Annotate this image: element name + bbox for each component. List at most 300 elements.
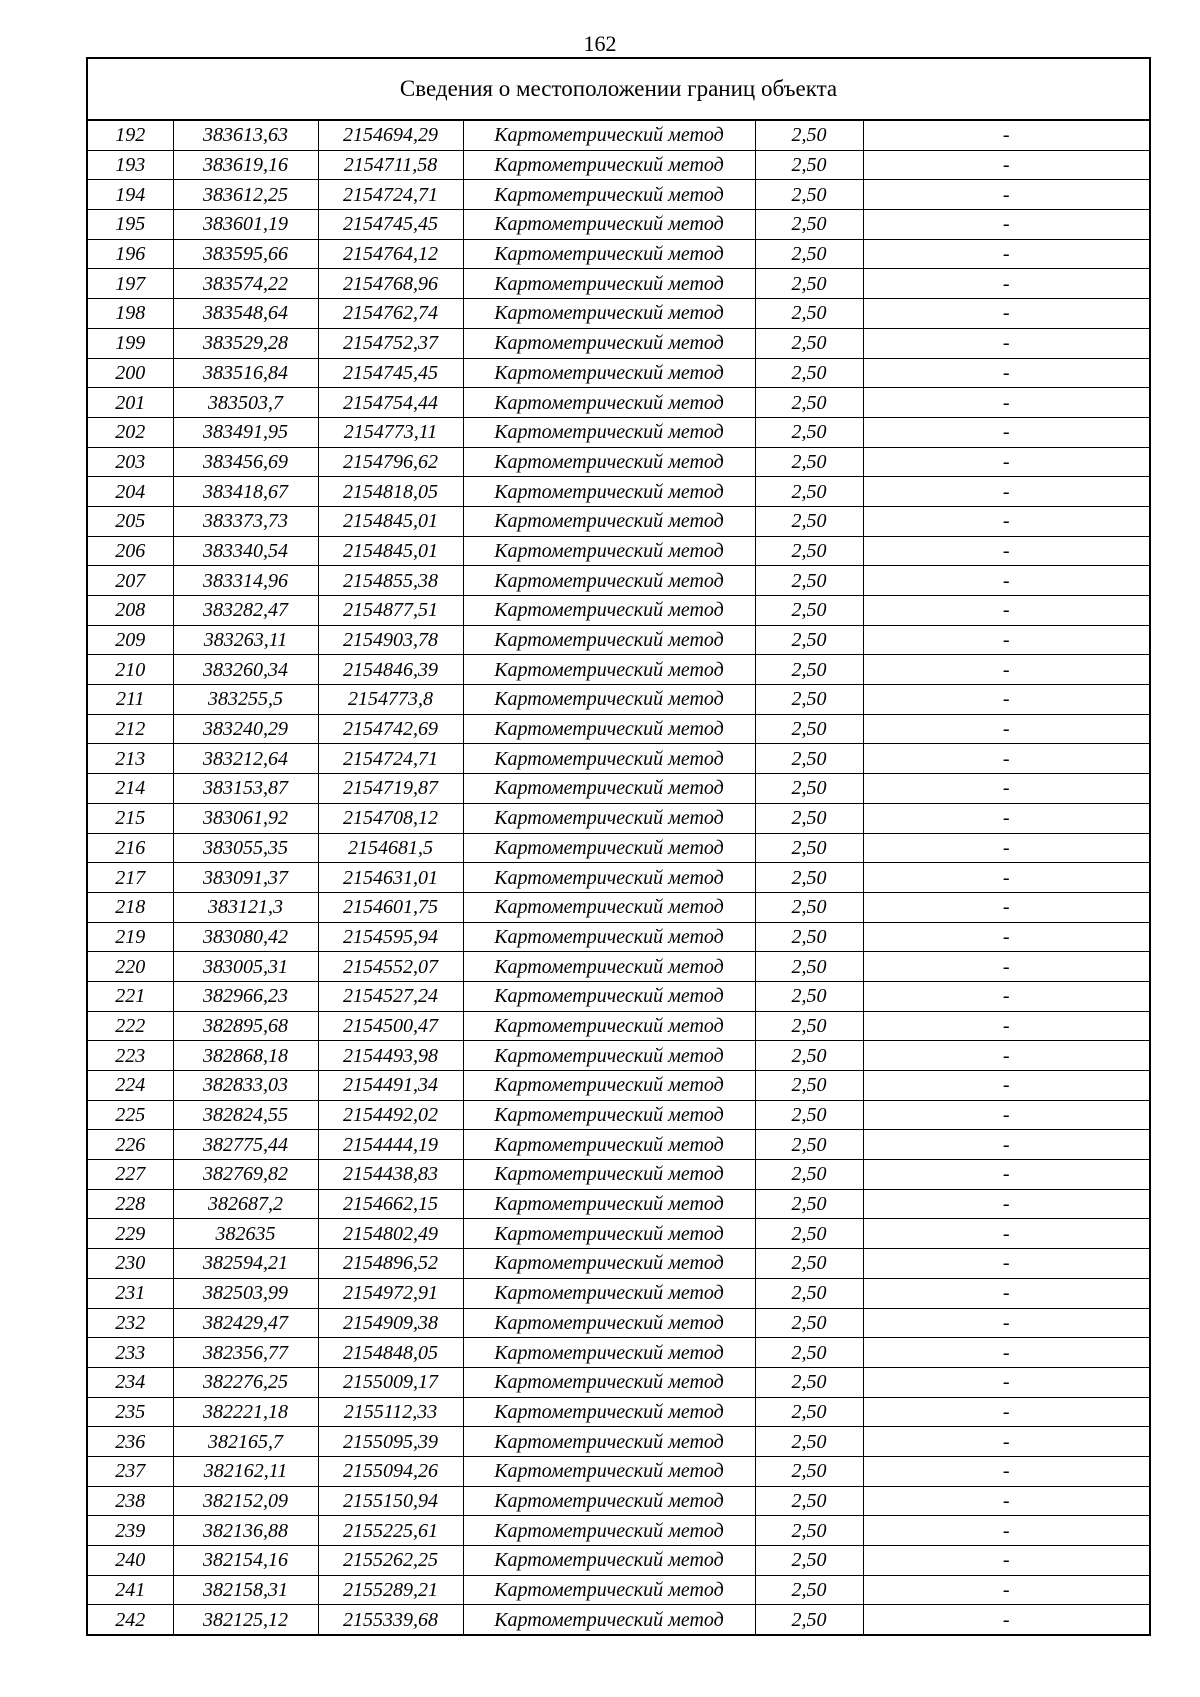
accuracy-cell: 2,50 (755, 803, 863, 833)
x-coordinate-cell: 382154,16 (173, 1546, 318, 1576)
method-cell: Картометрический метод (463, 1546, 755, 1576)
point-number-cell: 233 (87, 1338, 173, 1368)
method-cell: Картометрический метод (463, 596, 755, 626)
table-row (87, 239, 1150, 269)
point-number-cell: 217 (87, 863, 173, 893)
table-row (87, 655, 1150, 685)
method-cell: Картометрический метод (463, 892, 755, 922)
method-cell: Картометрический метод (463, 536, 755, 566)
table-row (87, 120, 1150, 150)
point-number-cell: 218 (87, 892, 173, 922)
y-coordinate-cell: 2154745,45 (318, 210, 463, 240)
accuracy-cell: 2,50 (755, 269, 863, 299)
accuracy-cell: 2,50 (755, 150, 863, 180)
table-row (87, 1456, 1150, 1486)
point-number-cell: 208 (87, 596, 173, 626)
x-coordinate-cell: 383491,95 (173, 417, 318, 447)
table-row (87, 863, 1150, 893)
description-cell: - (863, 1397, 1150, 1427)
description-cell: - (863, 1189, 1150, 1219)
x-coordinate-cell: 382769,82 (173, 1160, 318, 1190)
method-cell: Картометрический метод (463, 239, 755, 269)
description-cell: - (863, 1041, 1150, 1071)
accuracy-cell: 2,50 (755, 358, 863, 388)
table-row (87, 1397, 1150, 1427)
point-number-cell: 210 (87, 655, 173, 685)
table-row (87, 417, 1150, 447)
table-row (87, 1486, 1150, 1516)
page-number: 162 (583, 31, 617, 56)
table-row (87, 833, 1150, 863)
table-title-row (87, 58, 1150, 120)
accuracy-cell: 2,50 (755, 774, 863, 804)
method-cell: Картометрический метод (463, 566, 755, 596)
table-row (87, 922, 1150, 952)
y-coordinate-cell: 2155094,26 (318, 1456, 463, 1486)
description-cell: - (863, 180, 1150, 210)
y-coordinate-cell: 2154527,24 (318, 981, 463, 1011)
x-coordinate-cell: 383340,54 (173, 536, 318, 566)
y-coordinate-cell: 2154855,38 (318, 566, 463, 596)
table-row (87, 299, 1150, 329)
point-number-cell: 207 (87, 566, 173, 596)
description-cell: - (863, 714, 1150, 744)
description-cell: - (863, 328, 1150, 358)
table-row (87, 1575, 1150, 1605)
table-row (87, 506, 1150, 536)
accuracy-cell: 2,50 (755, 328, 863, 358)
table-row (87, 1219, 1150, 1249)
table-row (87, 714, 1150, 744)
y-coordinate-cell: 2154846,39 (318, 655, 463, 685)
method-cell: Картометрический метод (463, 1516, 755, 1546)
method-cell: Картометрический метод (463, 981, 755, 1011)
x-coordinate-cell: 383601,19 (173, 210, 318, 240)
x-coordinate-cell: 382775,44 (173, 1130, 318, 1160)
point-number-cell: 197 (87, 269, 173, 299)
x-coordinate-cell: 383091,37 (173, 863, 318, 893)
description-cell: - (863, 358, 1150, 388)
table-title: Сведения о местоположении границ объекта (87, 58, 1150, 120)
point-number-cell: 234 (87, 1367, 173, 1397)
y-coordinate-cell: 2154818,05 (318, 477, 463, 507)
point-number-cell: 216 (87, 833, 173, 863)
description-cell: - (863, 239, 1150, 269)
accuracy-cell: 2,50 (755, 744, 863, 774)
table-row (87, 1160, 1150, 1190)
accuracy-cell: 2,50 (755, 506, 863, 536)
accuracy-cell: 2,50 (755, 239, 863, 269)
description-cell: - (863, 447, 1150, 477)
y-coordinate-cell: 2154694,29 (318, 120, 463, 150)
description-cell: - (863, 120, 1150, 150)
method-cell: Картометрический метод (463, 774, 755, 804)
x-coordinate-cell: 383121,3 (173, 892, 318, 922)
y-coordinate-cell: 2154724,71 (318, 180, 463, 210)
method-cell: Картометрический метод (463, 120, 755, 150)
table-row (87, 596, 1150, 626)
accuracy-cell: 2,50 (755, 388, 863, 418)
point-number-cell: 214 (87, 774, 173, 804)
description-cell: - (863, 388, 1150, 418)
y-coordinate-cell: 2155339,68 (318, 1605, 463, 1635)
x-coordinate-cell: 382429,47 (173, 1308, 318, 1338)
point-number-cell: 237 (87, 1456, 173, 1486)
description-cell: - (863, 506, 1150, 536)
accuracy-cell: 2,50 (755, 833, 863, 863)
table-row (87, 358, 1150, 388)
description-cell: - (863, 566, 1150, 596)
point-number-cell: 220 (87, 952, 173, 982)
description-cell: - (863, 1605, 1150, 1635)
point-number-cell: 209 (87, 625, 173, 655)
method-cell: Картометрический метод (463, 477, 755, 507)
x-coordinate-cell: 383574,22 (173, 269, 318, 299)
table-row (87, 1367, 1150, 1397)
table-row (87, 1249, 1150, 1279)
description-cell: - (863, 1100, 1150, 1130)
point-number-cell: 230 (87, 1249, 173, 1279)
x-coordinate-cell: 382824,55 (173, 1100, 318, 1130)
y-coordinate-cell: 2154896,52 (318, 1249, 463, 1279)
y-coordinate-cell: 2154972,91 (318, 1278, 463, 1308)
description-cell: - (863, 1130, 1150, 1160)
table-row (87, 892, 1150, 922)
accuracy-cell: 2,50 (755, 952, 863, 982)
x-coordinate-cell: 383314,96 (173, 566, 318, 596)
accuracy-cell: 2,50 (755, 1516, 863, 1546)
accuracy-cell: 2,50 (755, 1486, 863, 1516)
description-cell: - (863, 744, 1150, 774)
point-number-cell: 222 (87, 1011, 173, 1041)
accuracy-cell: 2,50 (755, 1367, 863, 1397)
method-cell: Картометрический метод (463, 1486, 755, 1516)
method-cell: Картометрический метод (463, 447, 755, 477)
point-number-cell: 212 (87, 714, 173, 744)
accuracy-cell: 2,50 (755, 210, 863, 240)
y-coordinate-cell: 2155095,39 (318, 1427, 463, 1457)
table-row (87, 328, 1150, 358)
table-row (87, 1071, 1150, 1101)
x-coordinate-cell: 382125,12 (173, 1605, 318, 1635)
method-cell: Картометрический метод (463, 1189, 755, 1219)
x-coordinate-cell: 383503,7 (173, 388, 318, 418)
table-row (87, 1605, 1150, 1635)
method-cell: Картометрический метод (463, 1605, 755, 1635)
x-coordinate-cell: 383619,16 (173, 150, 318, 180)
x-coordinate-cell: 383282,47 (173, 596, 318, 626)
x-coordinate-cell: 383212,64 (173, 744, 318, 774)
accuracy-cell: 2,50 (755, 685, 863, 715)
description-cell: - (863, 1575, 1150, 1605)
x-coordinate-cell: 382158,31 (173, 1575, 318, 1605)
method-cell: Картометрический метод (463, 1367, 755, 1397)
point-number-cell: 240 (87, 1546, 173, 1576)
accuracy-cell: 2,50 (755, 299, 863, 329)
description-cell: - (863, 1160, 1150, 1190)
description-cell: - (863, 892, 1150, 922)
description-cell: - (863, 417, 1150, 447)
description-cell: - (863, 477, 1150, 507)
table-row (87, 1189, 1150, 1219)
x-coordinate-cell: 383260,34 (173, 655, 318, 685)
accuracy-cell: 2,50 (755, 1605, 863, 1635)
accuracy-cell: 2,50 (755, 863, 863, 893)
y-coordinate-cell: 2154491,34 (318, 1071, 463, 1101)
accuracy-cell: 2,50 (755, 596, 863, 626)
point-number-cell: 235 (87, 1397, 173, 1427)
point-number-cell: 206 (87, 536, 173, 566)
description-cell: - (863, 596, 1150, 626)
accuracy-cell: 2,50 (755, 1456, 863, 1486)
accuracy-cell: 2,50 (755, 1130, 863, 1160)
table-row (87, 566, 1150, 596)
method-cell: Картометрический метод (463, 328, 755, 358)
description-cell: - (863, 1427, 1150, 1457)
y-coordinate-cell: 2154903,78 (318, 625, 463, 655)
table-row (87, 1041, 1150, 1071)
y-coordinate-cell: 2154595,94 (318, 922, 463, 952)
table-row (87, 1100, 1150, 1130)
accuracy-cell: 2,50 (755, 1546, 863, 1576)
accuracy-cell: 2,50 (755, 1189, 863, 1219)
table-row (87, 1338, 1150, 1368)
point-number-cell: 231 (87, 1278, 173, 1308)
point-number-cell: 198 (87, 299, 173, 329)
y-coordinate-cell: 2154754,44 (318, 388, 463, 418)
accuracy-cell: 2,50 (755, 625, 863, 655)
y-coordinate-cell: 2155112,33 (318, 1397, 463, 1427)
point-number-cell: 236 (87, 1427, 173, 1457)
method-cell: Картометрический метод (463, 863, 755, 893)
y-coordinate-cell: 2154631,01 (318, 863, 463, 893)
point-number-cell: 224 (87, 1071, 173, 1101)
accuracy-cell: 2,50 (755, 1160, 863, 1190)
x-coordinate-cell: 382356,77 (173, 1338, 318, 1368)
description-cell: - (863, 1367, 1150, 1397)
method-cell: Картометрический метод (463, 1308, 755, 1338)
y-coordinate-cell: 2154492,02 (318, 1100, 463, 1130)
table-row (87, 447, 1150, 477)
y-coordinate-cell: 2155262,25 (318, 1546, 463, 1576)
accuracy-cell: 2,50 (755, 1071, 863, 1101)
y-coordinate-cell: 2155225,61 (318, 1516, 463, 1546)
y-coordinate-cell: 2154719,87 (318, 774, 463, 804)
method-cell: Картометрический метод (463, 744, 755, 774)
point-number-cell: 239 (87, 1516, 173, 1546)
x-coordinate-cell: 383516,84 (173, 358, 318, 388)
accuracy-cell: 2,50 (755, 1427, 863, 1457)
table-row (87, 1130, 1150, 1160)
x-coordinate-cell: 382165,7 (173, 1427, 318, 1457)
point-number-cell: 205 (87, 506, 173, 536)
accuracy-cell: 2,50 (755, 417, 863, 447)
accuracy-cell: 2,50 (755, 1278, 863, 1308)
description-cell: - (863, 1071, 1150, 1101)
x-coordinate-cell: 383055,35 (173, 833, 318, 863)
method-cell: Картометрический метод (463, 922, 755, 952)
point-number-cell: 223 (87, 1041, 173, 1071)
y-coordinate-cell: 2154796,62 (318, 447, 463, 477)
y-coordinate-cell: 2154711,58 (318, 150, 463, 180)
method-cell: Картометрический метод (463, 1575, 755, 1605)
accuracy-cell: 2,50 (755, 120, 863, 150)
accuracy-cell: 2,50 (755, 1575, 863, 1605)
point-number-cell: 201 (87, 388, 173, 418)
description-cell: - (863, 1011, 1150, 1041)
method-cell: Картометрический метод (463, 1219, 755, 1249)
method-cell: Картометрический метод (463, 952, 755, 982)
y-coordinate-cell: 2154877,51 (318, 596, 463, 626)
accuracy-cell: 2,50 (755, 1041, 863, 1071)
y-coordinate-cell: 2154601,75 (318, 892, 463, 922)
x-coordinate-cell: 382895,68 (173, 1011, 318, 1041)
point-number-cell: 194 (87, 180, 173, 210)
accuracy-cell: 2,50 (755, 1308, 863, 1338)
description-cell: - (863, 1546, 1150, 1576)
table-row (87, 1011, 1150, 1041)
point-number-cell: 213 (87, 744, 173, 774)
y-coordinate-cell: 2154773,11 (318, 417, 463, 447)
point-number-cell: 229 (87, 1219, 173, 1249)
accuracy-cell: 2,50 (755, 536, 863, 566)
description-cell: - (863, 299, 1150, 329)
x-coordinate-cell: 383005,31 (173, 952, 318, 982)
x-coordinate-cell: 382276,25 (173, 1367, 318, 1397)
y-coordinate-cell: 2155009,17 (318, 1367, 463, 1397)
point-number-cell: 195 (87, 210, 173, 240)
accuracy-cell: 2,50 (755, 1100, 863, 1130)
table-body (87, 120, 1150, 1635)
accuracy-cell: 2,50 (755, 447, 863, 477)
y-coordinate-cell: 2154438,83 (318, 1160, 463, 1190)
description-cell: - (863, 210, 1150, 240)
method-cell: Картометрический метод (463, 1130, 755, 1160)
table-row (87, 180, 1150, 210)
method-cell: Картометрический метод (463, 269, 755, 299)
point-number-cell: 211 (87, 685, 173, 715)
y-coordinate-cell: 2154745,45 (318, 358, 463, 388)
y-coordinate-cell: 2154742,69 (318, 714, 463, 744)
method-cell: Картометрический метод (463, 1011, 755, 1041)
x-coordinate-cell: 383548,64 (173, 299, 318, 329)
description-cell: - (863, 1516, 1150, 1546)
point-number-cell: 215 (87, 803, 173, 833)
x-coordinate-cell: 383529,28 (173, 328, 318, 358)
x-coordinate-cell: 382162,11 (173, 1456, 318, 1486)
x-coordinate-cell: 383613,63 (173, 120, 318, 150)
point-number-cell: 192 (87, 120, 173, 150)
accuracy-cell: 2,50 (755, 1249, 863, 1279)
point-number-cell: 241 (87, 1575, 173, 1605)
point-number-cell: 221 (87, 981, 173, 1011)
description-cell: - (863, 655, 1150, 685)
accuracy-cell: 2,50 (755, 477, 863, 507)
boundary-coordinates-table (86, 57, 1151, 1636)
table-row (87, 952, 1150, 982)
accuracy-cell: 2,50 (755, 1219, 863, 1249)
y-coordinate-cell: 2154762,74 (318, 299, 463, 329)
method-cell: Картометрический метод (463, 714, 755, 744)
method-cell: Картометрический метод (463, 1071, 755, 1101)
description-cell: - (863, 774, 1150, 804)
x-coordinate-cell: 382966,23 (173, 981, 318, 1011)
accuracy-cell: 2,50 (755, 714, 863, 744)
table-row (87, 269, 1150, 299)
table-row (87, 625, 1150, 655)
table-row (87, 477, 1150, 507)
accuracy-cell: 2,50 (755, 655, 863, 685)
description-cell: - (863, 833, 1150, 863)
description-cell: - (863, 1456, 1150, 1486)
description-cell: - (863, 803, 1150, 833)
description-cell: - (863, 981, 1150, 1011)
point-number-cell: 228 (87, 1189, 173, 1219)
x-coordinate-cell: 382221,18 (173, 1397, 318, 1427)
method-cell: Картометрический метод (463, 1249, 755, 1279)
method-cell: Картометрический метод (463, 833, 755, 863)
description-cell: - (863, 625, 1150, 655)
method-cell: Картометрический метод (463, 388, 755, 418)
y-coordinate-cell: 2154764,12 (318, 239, 463, 269)
description-cell: - (863, 922, 1150, 952)
x-coordinate-cell: 382833,03 (173, 1071, 318, 1101)
y-coordinate-cell: 2154773,8 (318, 685, 463, 715)
x-coordinate-cell: 383061,92 (173, 803, 318, 833)
x-coordinate-cell: 382635 (173, 1219, 318, 1249)
method-cell: Картометрический метод (463, 685, 755, 715)
y-coordinate-cell: 2154493,98 (318, 1041, 463, 1071)
point-number-cell: 238 (87, 1486, 173, 1516)
method-cell: Картометрический метод (463, 1278, 755, 1308)
point-number-cell: 200 (87, 358, 173, 388)
method-cell: Картометрический метод (463, 180, 755, 210)
description-cell: - (863, 1308, 1150, 1338)
table-row (87, 1308, 1150, 1338)
method-cell: Картометрический метод (463, 1397, 755, 1427)
x-coordinate-cell: 382503,99 (173, 1278, 318, 1308)
y-coordinate-cell: 2154444,19 (318, 1130, 463, 1160)
accuracy-cell: 2,50 (755, 981, 863, 1011)
y-coordinate-cell: 2154909,38 (318, 1308, 463, 1338)
table-row (87, 536, 1150, 566)
method-cell: Картометрический метод (463, 655, 755, 685)
method-cell: Картометрический метод (463, 150, 755, 180)
table-row (87, 685, 1150, 715)
description-cell: - (863, 1338, 1150, 1368)
point-number-cell: 204 (87, 477, 173, 507)
accuracy-cell: 2,50 (755, 892, 863, 922)
x-coordinate-cell: 383373,73 (173, 506, 318, 536)
method-cell: Картометрический метод (463, 1338, 755, 1368)
point-number-cell: 225 (87, 1100, 173, 1130)
x-coordinate-cell: 382687,2 (173, 1189, 318, 1219)
table-row (87, 803, 1150, 833)
y-coordinate-cell: 2154662,15 (318, 1189, 463, 1219)
x-coordinate-cell: 383255,5 (173, 685, 318, 715)
y-coordinate-cell: 2155150,94 (318, 1486, 463, 1516)
table-row (87, 210, 1150, 240)
x-coordinate-cell: 383153,87 (173, 774, 318, 804)
accuracy-cell: 2,50 (755, 566, 863, 596)
point-number-cell: 226 (87, 1130, 173, 1160)
method-cell: Картометрический метод (463, 1456, 755, 1486)
description-cell: - (863, 150, 1150, 180)
method-cell: Картометрический метод (463, 210, 755, 240)
accuracy-cell: 2,50 (755, 180, 863, 210)
point-number-cell: 199 (87, 328, 173, 358)
method-cell: Картометрический метод (463, 803, 755, 833)
